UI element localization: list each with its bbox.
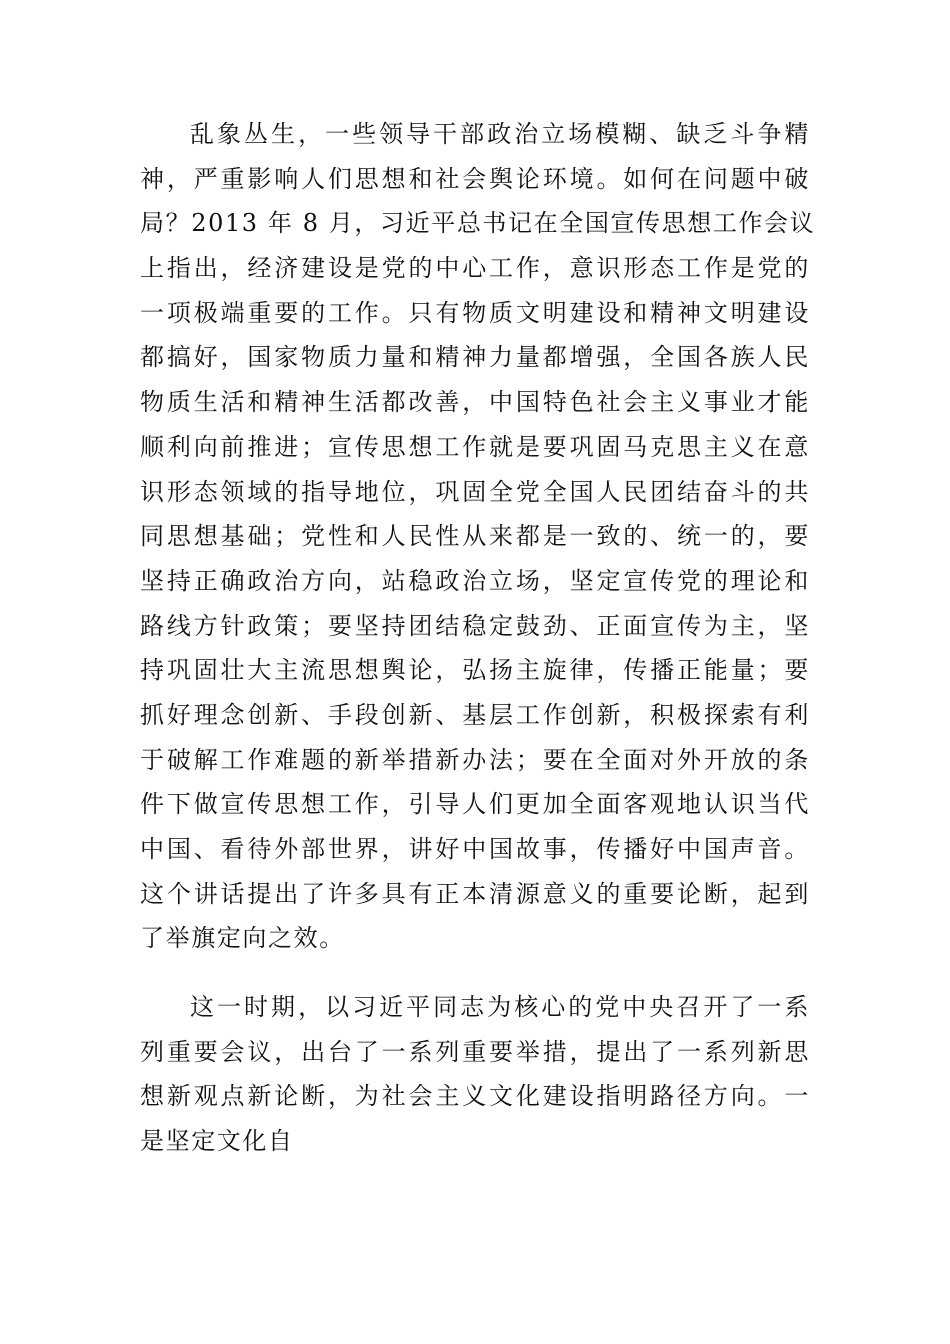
text-line: 神，严重影响人们思想和社会舆论环境。如何在问题中破 [140, 164, 810, 193]
text-line: 想新观点新论断，为社会主义文化建设指明路径方向。一 [140, 1082, 810, 1111]
text-line: 持巩固壮大主流思想舆论，弘扬主旋律，传播正能量；要 [140, 656, 810, 685]
text-line: 同思想基础；党性和人民性从来都是一致的、统一的，要 [140, 522, 810, 551]
text-line: 是坚定文化自 [140, 1127, 294, 1156]
text-line: 抓好理念创新、手段创新、基层工作创新，积极探索有利 [140, 700, 810, 729]
text-line: 都搞好，国家物质力量和精神力量都增强，全国各族人民 [140, 343, 810, 372]
text-line: 识形态领域的指导地位，巩固全党全国人民团结奋斗的共 [140, 477, 810, 506]
text-line: 局？2013 年 8 月，习近平总书记在全国宣传思想工作会议 [140, 209, 816, 238]
text-line: 了举旗定向之效。 [140, 924, 345, 953]
text-line: 件下做宣传思想工作，引导人们更加全面客观地认识当代 [140, 790, 810, 819]
text-line: 中国、看待外部世界，讲好中国故事，传播好中国声音。 [140, 835, 810, 863]
text-line: 顺利向前推进；宣传思想工作就是要巩固马克思主义在意 [140, 432, 810, 461]
document-body [140, 112, 816, 1164]
text-line: 这个讲话提出了许多具有正本清源意义的重要论断，起到 [140, 879, 810, 908]
text-line: 坚持正确政治方向，站稳政治立场，坚定宣传党的理论和 [140, 566, 810, 595]
text-line: 上指出，经济建设是党的中心工作，意识形态工作是党的 [140, 254, 810, 283]
text-line: 一项极端重要的工作。只有物质文明建设和精神文明建设 [140, 298, 810, 327]
text-line: 这一时期，以习近平同志为核心的党中央召开了一系 [190, 993, 810, 1022]
text-line: 于破解工作难题的新举措新办法；要在全面对外开放的条 [140, 745, 810, 774]
paragraph-2 [140, 985, 810, 1164]
text-line: 乱象丛生，一些领导干部政治立场模糊、缺乏斗争精 [190, 120, 810, 148]
text-line: 路线方针政策；要坚持团结稳定鼓劲、正面宣传为主，坚 [140, 611, 810, 640]
text-line: 列重要会议，出台了一系列重要举措，提出了一系列新思 [140, 1037, 810, 1066]
text-line: 物质生活和精神生活都改善，中国特色社会主义事业才能 [140, 388, 810, 417]
paragraph-spacing [140, 961, 810, 985]
paragraph-1 [140, 112, 816, 961]
